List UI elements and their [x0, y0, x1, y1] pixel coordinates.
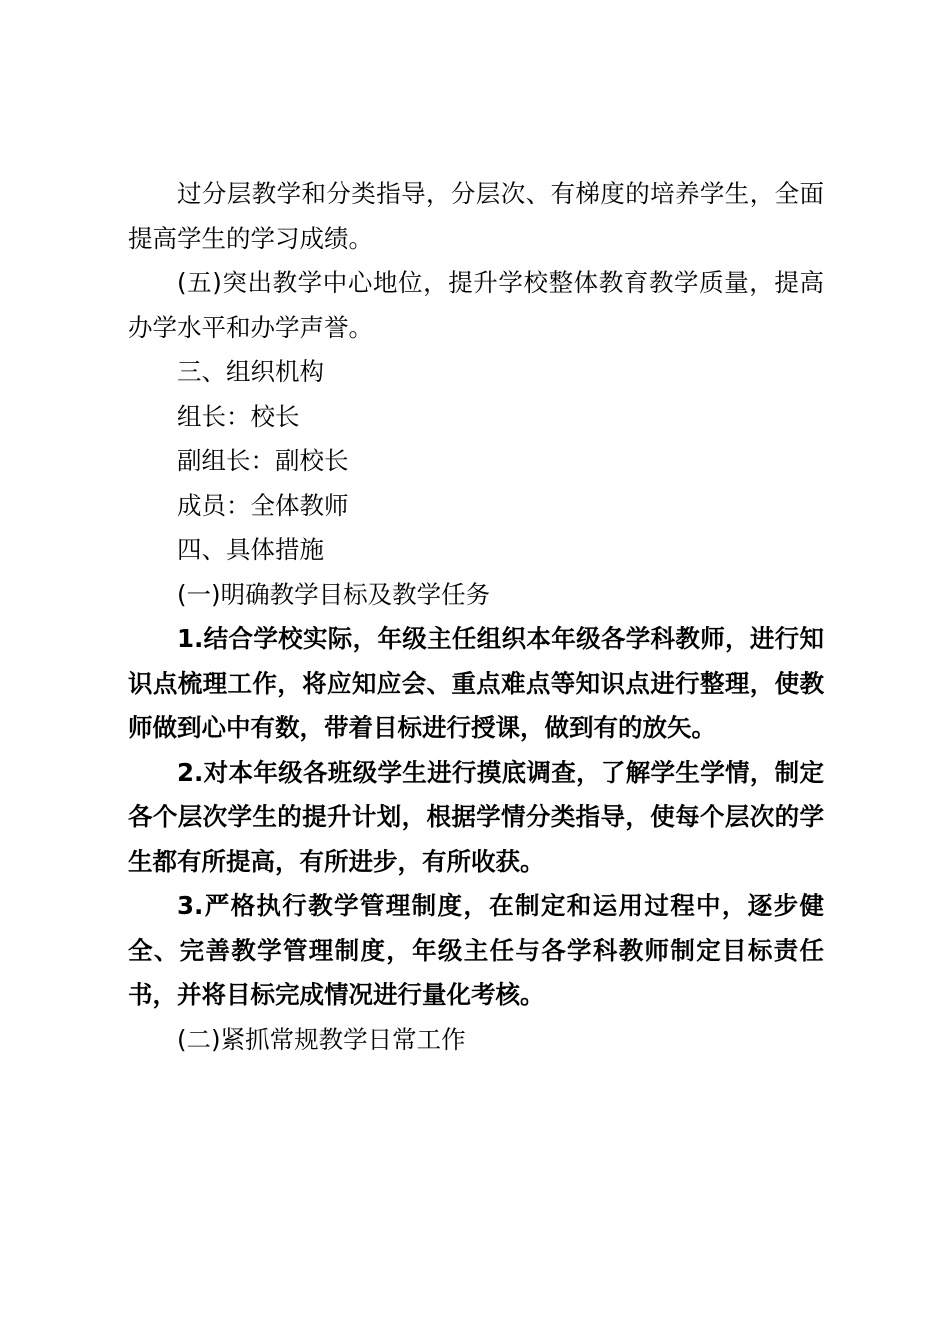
paragraph-continuation: 过分层教学和分类指导，分层次、有梯度的培养学生，全面提高学生的学习成绩。 [128, 179, 824, 253]
paragraph-item-2: 2.对本年级各班级学生进行摸底调查，了解学生学情，制定各个层次学生的提升计划，根据学情分类指导，使每个层次的学生都有所提高，有所进步，有所收获。 [128, 757, 824, 876]
paragraph-goal-five: (五)突出教学中心地位，提升学校整体教育教学质量，提高办学水平和办学声誉。 [128, 268, 824, 342]
paragraph-item-3: 3.严格执行教学管理制度，在制定和运用过程中，逐步健全、完善教学管理制度，年级主任与各学科教师制定目标责任书，并将目标完成情况进行量化考核。 [128, 891, 824, 1009]
heading-organization: 三、组织机构 [177, 357, 324, 386]
line-deputy-leader: 副组长：副校长 [177, 446, 349, 475]
heading-measures: 四、具体措施 [177, 535, 324, 564]
line-leader: 组长：校长 [177, 401, 300, 431]
document-body [128, 172, 824, 1062]
line-members: 成员：全体教师 [177, 490, 349, 520]
subheading-measure-one: (一)明确教学目标及教学任务 [177, 579, 491, 609]
subheading-measure-two: (二)紧抓常规教学日常工作 [177, 1024, 466, 1054]
paragraph-item-1: 1.结合学校实际，年级主任组织本年级各学科教师，进行知识点梳理工作，将应知应会、重点难点等知识点进行整理，使教师做到心中有数，带着目标进行授课，做到有的放矢。 [128, 624, 824, 742]
